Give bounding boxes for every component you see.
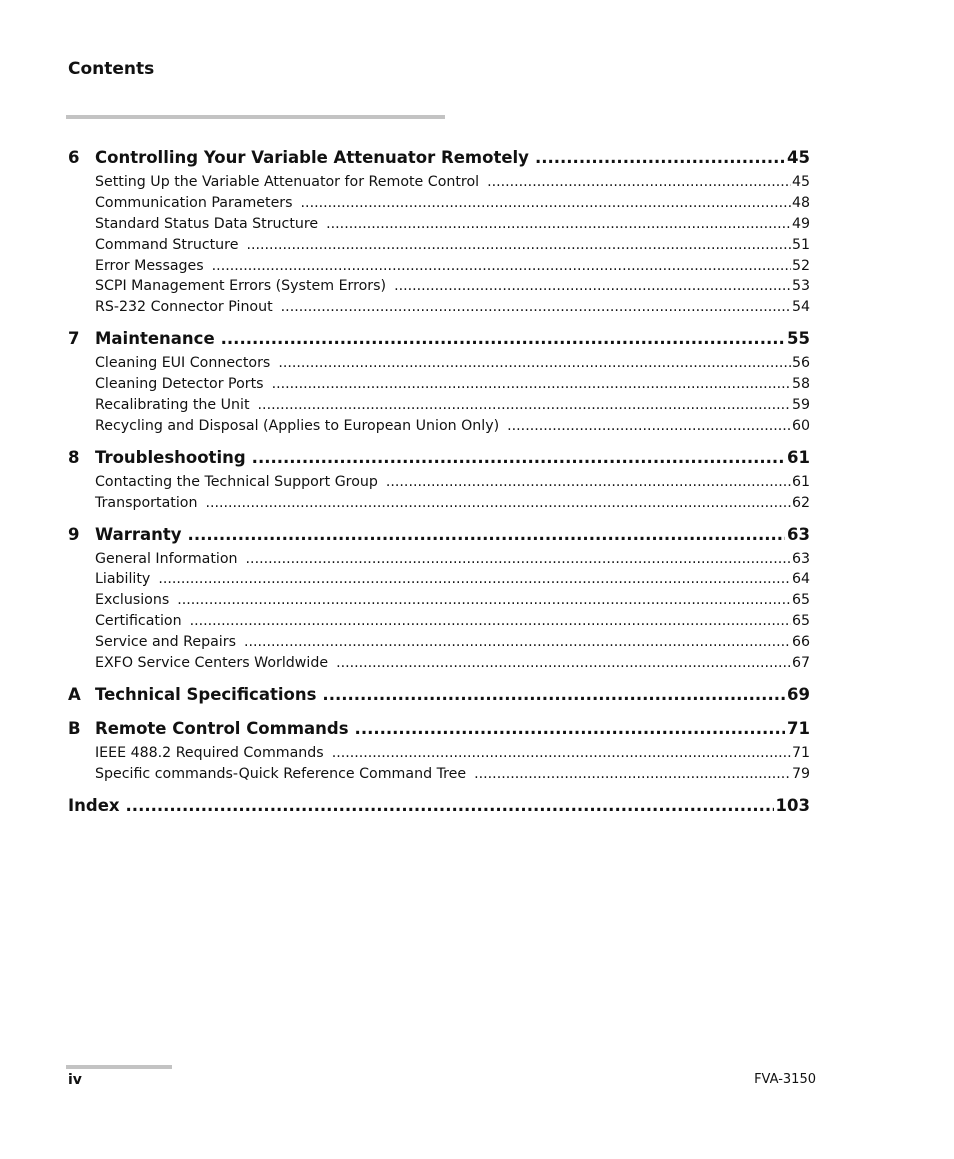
toc-index-row[interactable] [68, 794, 810, 818]
toc-section-row[interactable] [95, 416, 810, 437]
section-title: Transportation [95, 494, 198, 511]
toc-section-row[interactable] [95, 214, 810, 235]
toc-section-row[interactable] [95, 374, 810, 395]
table-of-contents [68, 146, 810, 818]
document-id: FVA-3150 [754, 1072, 816, 1087]
section-page: 58 [791, 376, 810, 393]
toc-section-row[interactable] [95, 632, 810, 653]
section-title: Recycling and Disposal (Applies to European Union Only) [95, 417, 500, 434]
dot-leader [301, 193, 791, 214]
section-page: 48 [791, 194, 810, 211]
toc-chapter-8 [68, 446, 810, 514]
section-title: Cleaning EUI Connectors [95, 355, 271, 372]
dot-leader [246, 235, 791, 256]
section-title: Communication Parameters [95, 194, 293, 211]
section-title: Specific commands-Quick Reference Command Tree [95, 765, 467, 782]
section-title: Contacting the Technical Support Group [95, 473, 378, 490]
section-page: 51 [791, 236, 810, 253]
section-title: Service and Repairs [95, 634, 236, 651]
dot-leader [332, 743, 791, 764]
dot-leader [278, 353, 791, 374]
section-page: 63 [791, 550, 810, 567]
chapter-number: 9 [68, 524, 80, 544]
section-page: 61 [791, 473, 810, 490]
toc-section-row[interactable] [95, 395, 810, 416]
chapter-page: 61 [787, 447, 810, 467]
dot-leader [322, 683, 785, 707]
chapter-page: 45 [787, 148, 810, 167]
section-list [68, 743, 810, 785]
toc-section-row[interactable] [95, 493, 810, 514]
dot-leader [326, 214, 791, 235]
section-page: 54 [791, 299, 810, 316]
dot-leader [158, 569, 791, 590]
toc-section-row[interactable] [95, 297, 810, 318]
section-title: Liability [95, 571, 151, 588]
chapter-number: 7 [68, 329, 80, 349]
dot-leader [205, 493, 790, 514]
toc-section-row[interactable] [95, 256, 810, 277]
section-title: Command Structure [95, 236, 239, 253]
chapter-page: 55 [787, 329, 810, 349]
section-page: 62 [791, 494, 810, 511]
section-page: 67 [791, 655, 810, 672]
chapter-number: A [68, 684, 81, 704]
section-page: 49 [791, 215, 810, 232]
section-title: Recalibrating the Unit [95, 397, 250, 414]
header-divider [66, 115, 445, 119]
section-title: IEEE 488.2 Required Commands [95, 744, 324, 761]
chapter-title: Remote Control Commands [95, 718, 349, 738]
dot-leader [281, 297, 791, 318]
dot-leader [386, 472, 791, 493]
dot-leader [507, 416, 791, 437]
dot-leader [221, 327, 785, 351]
page-title: Contents [68, 59, 155, 79]
section-page: 60 [791, 417, 810, 434]
dot-leader [190, 611, 791, 632]
section-page: 64 [791, 571, 810, 588]
dot-leader [474, 764, 791, 785]
section-list [68, 353, 810, 437]
toc-section-row[interactable] [95, 549, 810, 570]
toc-appendix-a [68, 683, 810, 707]
section-page: 65 [791, 613, 810, 630]
section-title: Standard Status Data Structure [95, 215, 319, 232]
section-page: 65 [791, 592, 810, 609]
section-page: 52 [791, 257, 810, 274]
toc-section-row[interactable] [95, 235, 810, 256]
dot-leader [355, 717, 785, 741]
index-title: Index [68, 795, 120, 815]
toc-appendix-b [68, 717, 810, 785]
dot-leader [394, 276, 791, 297]
index-page: 103 [775, 795, 810, 815]
section-title: Cleaning Detector Ports [95, 376, 264, 393]
chapter-number: B [68, 718, 81, 738]
toc-chapter-9 [68, 523, 810, 674]
dot-leader [258, 395, 791, 416]
chapter-page: 63 [787, 524, 810, 544]
section-list [68, 549, 810, 674]
chapter-page: 69 [787, 684, 810, 704]
footer-divider [66, 1065, 172, 1069]
toc-section-row[interactable] [95, 276, 810, 297]
toc-section-row[interactable] [95, 353, 810, 374]
dot-leader [188, 523, 785, 547]
dot-leader [272, 374, 791, 395]
toc-section-row[interactable] [95, 611, 810, 632]
section-page: 66 [791, 634, 810, 651]
section-page: 59 [791, 397, 810, 414]
dot-leader [212, 256, 791, 277]
section-page: 53 [791, 278, 810, 295]
dot-leader [252, 446, 785, 470]
section-list [68, 472, 810, 514]
chapter-title: Troubleshooting [95, 447, 246, 467]
toc-section-row[interactable] [95, 743, 810, 764]
dot-leader [336, 653, 791, 674]
dot-leader [246, 549, 791, 570]
toc-section-row[interactable] [95, 472, 810, 493]
section-page: 71 [791, 744, 810, 761]
chapter-title: Technical Specifications [95, 684, 317, 704]
toc-section-row[interactable] [95, 172, 810, 193]
toc-chapter-6 [68, 146, 810, 318]
toc-chapter-row[interactable] [68, 717, 810, 741]
section-title: RS-232 Connector Pinout [95, 299, 273, 316]
page-number: iv [68, 1072, 82, 1088]
dot-leader [244, 632, 791, 653]
chapter-page: 71 [787, 718, 810, 738]
section-title: EXFO Service Centers Worldwide [95, 655, 329, 672]
section-title: Certification [95, 613, 182, 630]
dot-leader [177, 590, 791, 611]
dot-leader [126, 794, 774, 818]
section-page: 56 [791, 355, 810, 372]
section-title: Setting Up the Variable Attenuator for Remote Control [95, 174, 480, 190]
toc-chapter-row[interactable] [68, 327, 810, 351]
toc-chapter-row[interactable] [68, 146, 810, 170]
chapter-number: 6 [68, 148, 80, 167]
chapter-title: Warranty [95, 524, 182, 544]
toc-section-row[interactable] [95, 764, 810, 785]
chapter-title: Maintenance [95, 329, 215, 349]
toc-section-row[interactable] [95, 193, 810, 214]
chapter-number: 8 [68, 447, 80, 467]
section-title: General Information [95, 550, 238, 567]
section-title: Error Messages [95, 257, 204, 274]
dot-leader [535, 146, 785, 170]
toc-chapter-row[interactable] [68, 523, 810, 547]
toc-chapter-row[interactable] [68, 683, 810, 707]
section-page: 45 [791, 174, 810, 190]
toc-section-row[interactable] [95, 653, 810, 674]
chapter-title: Controlling Your Variable Attenuator Remotely [95, 148, 529, 167]
section-list [68, 172, 810, 318]
section-title: SCPI Management Errors (System Errors) [95, 278, 387, 295]
section-title: Exclusions [95, 592, 170, 609]
toc-section-row[interactable] [95, 569, 810, 590]
dot-leader [487, 172, 791, 193]
section-page: 79 [791, 765, 810, 782]
toc-chapter-7 [68, 327, 810, 437]
toc-chapter-row[interactable] [68, 446, 810, 470]
toc-section-row[interactable] [95, 590, 810, 611]
